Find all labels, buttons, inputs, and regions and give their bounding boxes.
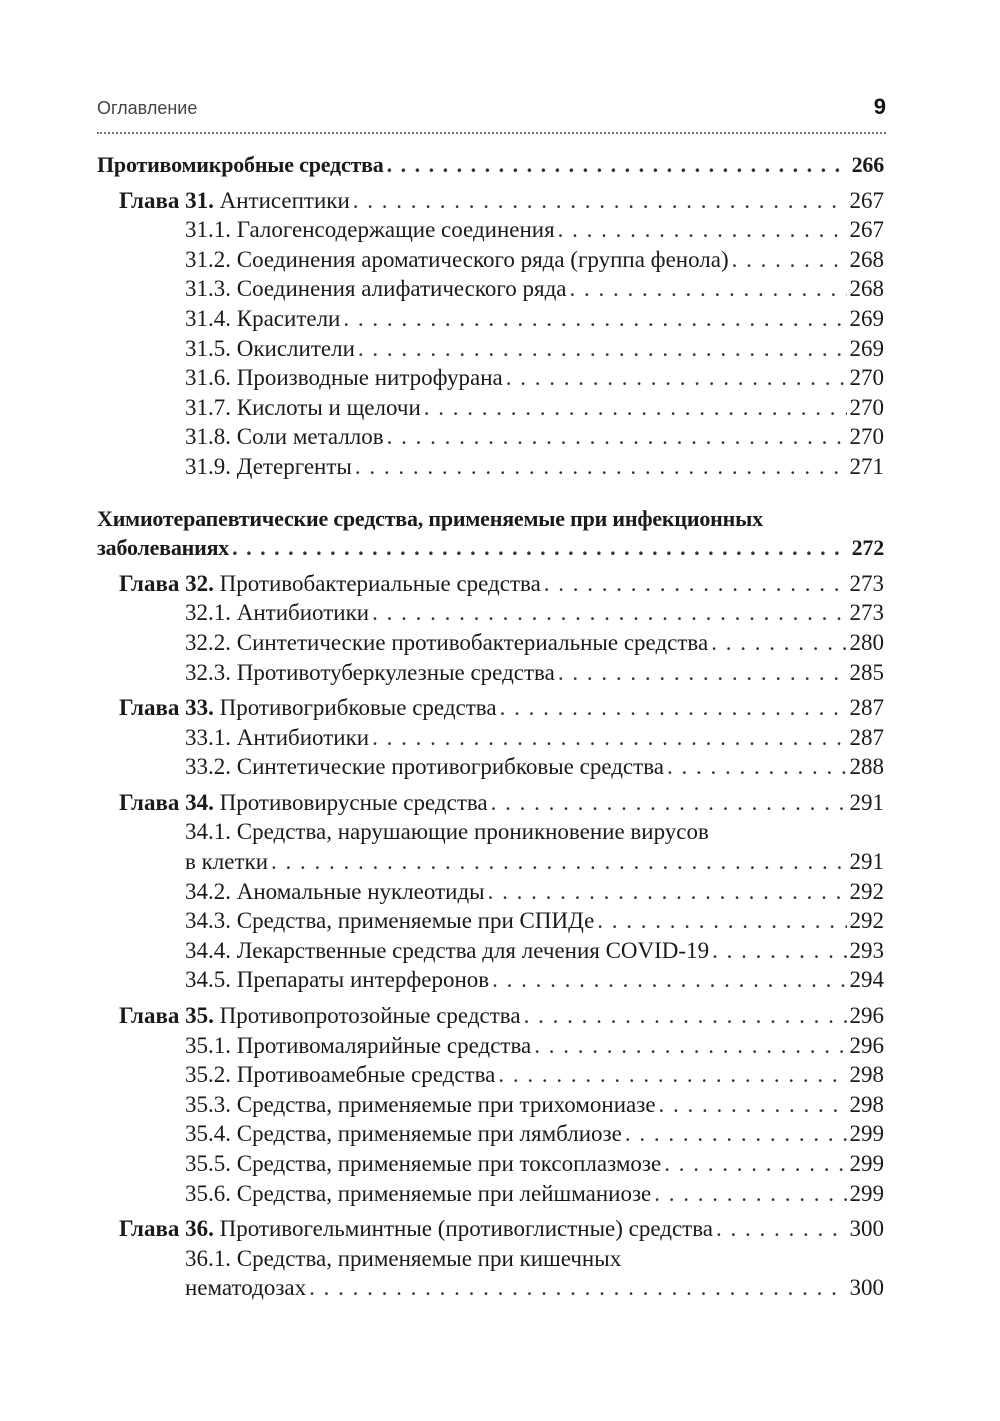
- entry-title-continued: в клетки: [185, 849, 269, 875]
- dot-leader: [500, 693, 847, 723]
- entry-page: 267: [849, 217, 884, 243]
- toc-entry[interactable]: [185, 1149, 884, 1179]
- toc-entry[interactable]: [185, 1090, 884, 1120]
- entry-title: Детергенты: [236, 453, 352, 479]
- entry-number: 35.5.: [185, 1151, 231, 1176]
- entry-page: 293: [849, 937, 884, 963]
- entry-title: Средства, применяемые при трихомониазе: [236, 1091, 656, 1117]
- dot-leader: [664, 1149, 846, 1179]
- entry-number: 31.8.: [185, 424, 231, 450]
- entry-title: Кислоты и щелочи: [236, 394, 421, 420]
- dot-leader: [506, 363, 847, 393]
- entry-number: 34.4.: [185, 937, 231, 963]
- entry-title: Соли металлов: [236, 424, 384, 450]
- toc-entry-first-line[interactable]: [185, 1244, 884, 1274]
- toc-chapter: [119, 788, 884, 995]
- entry-number: 34.2.: [185, 878, 231, 904]
- entry-page: 296: [849, 1032, 884, 1058]
- toc-entry[interactable]: [185, 1179, 884, 1209]
- entry-number: 32.3.: [185, 659, 231, 685]
- chapter-page: 300: [849, 1216, 884, 1242]
- entry-number: 31.5.: [185, 335, 231, 361]
- entry-page: 269: [849, 305, 884, 331]
- entry-title: Окислители: [236, 335, 355, 361]
- entry-title: Галогенсодержащие соединения: [236, 217, 555, 243]
- entry-number: 31.9.: [185, 453, 231, 479]
- entry-page: 298: [849, 1091, 884, 1117]
- chapter-title: Противовирусные средства: [219, 789, 488, 815]
- chapter-title: Противогрибковые средства: [219, 695, 497, 721]
- entry-page: 300: [849, 1275, 884, 1301]
- dot-leader: [424, 393, 847, 423]
- toc-entry[interactable]: [185, 965, 884, 995]
- entry-number: 34.3.: [185, 908, 231, 934]
- chapter-title: Противопротозойные средства: [219, 1003, 521, 1029]
- entry-page: 291: [849, 849, 884, 875]
- entry-page: 269: [849, 335, 884, 361]
- toc-entry[interactable]: [185, 215, 884, 245]
- chapter-heading[interactable]: [119, 1001, 884, 1031]
- chapter-title: Противогельминтные (противоглистные) средства: [219, 1216, 714, 1242]
- entry-page: 268: [849, 246, 884, 272]
- toc-section: [97, 150, 884, 482]
- dot-leader: [498, 1060, 846, 1090]
- dot-leader: [343, 304, 846, 334]
- toc-entry[interactable]: [185, 847, 884, 877]
- toc-section: [97, 504, 884, 1303]
- entry-title: Противомалярийные средства: [236, 1032, 532, 1058]
- entry-page: 270: [849, 365, 884, 391]
- dot-leader: [558, 658, 847, 688]
- entry-title: Средства, применяемые при токсоплазмозе: [236, 1151, 662, 1176]
- entry-title: Красители: [236, 305, 341, 331]
- dot-leader: [355, 452, 847, 482]
- dot-leader: [732, 245, 847, 275]
- section-title: заболеваниях: [97, 535, 230, 561]
- entry-number: 35.2.: [185, 1062, 231, 1088]
- entry-page: 299: [849, 1121, 884, 1147]
- chapter-heading[interactable]: [119, 186, 884, 216]
- entry-number: 34.1.: [185, 819, 231, 845]
- entry-title: Средства, применяемые при лямблиозе: [236, 1121, 622, 1147]
- toc-entry[interactable]: [185, 452, 884, 482]
- entry-page: 299: [849, 1180, 884, 1206]
- dot-leader: [309, 1273, 846, 1303]
- entry-number: 31.2.: [185, 246, 231, 272]
- entry-number: 34.5.: [185, 967, 231, 993]
- chapter-page: 287: [849, 695, 884, 721]
- dot-leader: [372, 723, 846, 753]
- entry-title: Соединения алифатического ряда: [236, 276, 567, 302]
- dot-leader: [544, 569, 847, 599]
- entry-title: Средства, нарушающие проникновение вирусов: [236, 819, 709, 845]
- dot-leader: [625, 1119, 847, 1149]
- toc-entry[interactable]: [185, 752, 884, 782]
- dot-leader: [232, 533, 848, 563]
- toc-entry[interactable]: [185, 245, 884, 275]
- chapter-title: Антисептики: [219, 187, 350, 213]
- entry-number: 35.3.: [185, 1091, 231, 1117]
- toc-chapter: [119, 186, 884, 482]
- entry-page: 280: [849, 629, 884, 655]
- running-header-title: Оглавление: [97, 98, 198, 118]
- entry-title: Противотуберкулезные средства: [236, 659, 555, 685]
- entry-title: Лекарственные средства для лечения COVID-19: [236, 937, 710, 963]
- entry-title-continued: нематодозах: [185, 1275, 307, 1301]
- entry-number: 35.6.: [185, 1180, 231, 1206]
- entry-number: 31.7.: [185, 394, 231, 420]
- entry-page: 292: [849, 878, 884, 904]
- toc-entry[interactable]: [185, 906, 884, 936]
- dot-leader: [488, 877, 847, 907]
- entry-title: Синтетические противогрибковые средства: [236, 754, 664, 780]
- chapter-label: Глава 34.: [119, 789, 214, 815]
- section-title-line: Химиотерапевтические средства, применяемые при инфекционных: [97, 505, 763, 531]
- entry-page: 270: [849, 424, 884, 450]
- dot-leader: [387, 150, 849, 180]
- dot-leader: [387, 422, 847, 452]
- toc-chapter: [119, 693, 884, 782]
- dot-leader: [570, 274, 847, 304]
- dot-leader: [654, 1179, 846, 1209]
- entry-number: 36.1.: [185, 1245, 231, 1271]
- entry-page: 287: [849, 724, 884, 750]
- section-title: Противомикробные средства: [97, 152, 384, 177]
- entry-title: Антибиотики: [236, 600, 370, 626]
- dot-leader: [524, 1001, 847, 1031]
- toc-entry[interactable]: [185, 1031, 884, 1061]
- entry-number: 31.4.: [185, 305, 231, 331]
- entry-number: 31.3.: [185, 276, 231, 302]
- dot-leader: [358, 334, 847, 364]
- dot-leader: [353, 186, 847, 216]
- entry-page: 294: [849, 967, 884, 993]
- dot-leader: [711, 628, 846, 658]
- dot-leader: [597, 906, 846, 936]
- toc-entry[interactable]: [185, 1273, 884, 1303]
- chapter-label: Глава 32.: [119, 570, 214, 596]
- section-page: 272: [851, 535, 884, 561]
- entry-number: 33.1.: [185, 724, 231, 750]
- toc-entry[interactable]: [185, 1060, 884, 1090]
- toc-entry[interactable]: [185, 1119, 884, 1149]
- entry-number: 31.1.: [185, 217, 231, 243]
- dot-leader: [492, 965, 846, 995]
- entry-page: 268: [849, 276, 884, 302]
- toc-entry[interactable]: [185, 304, 884, 334]
- entry-page: 292: [849, 908, 884, 934]
- toc-entry-first-line[interactable]: [185, 817, 884, 847]
- dot-leader: [667, 752, 847, 782]
- entry-number: 32.2.: [185, 629, 231, 655]
- dot-leader: [372, 598, 846, 628]
- toc-entry[interactable]: [185, 363, 884, 393]
- table-of-contents: [97, 150, 884, 1325]
- entry-title: Средства, применяемые при лейшманиозе: [236, 1180, 652, 1206]
- toc-chapter: [119, 1214, 884, 1303]
- chapter-title: Противобактериальные средства: [219, 570, 541, 596]
- entry-number: 32.1.: [185, 600, 231, 626]
- dot-leader: [716, 1214, 846, 1244]
- chapter-page: 267: [849, 187, 884, 213]
- chapter-page: 296: [849, 1003, 884, 1029]
- toc-entry[interactable]: [185, 877, 884, 907]
- toc-entry[interactable]: [185, 598, 884, 628]
- entry-title: Средства, применяемые при СПИДе: [236, 908, 595, 934]
- dot-leader: [271, 847, 846, 877]
- toc-chapter: [119, 1001, 884, 1208]
- section-heading[interactable]: [97, 150, 884, 180]
- dot-leader: [659, 1090, 847, 1120]
- chapter-label: Глава 36.: [119, 1216, 214, 1242]
- running-header: [97, 92, 886, 134]
- entry-page: 271: [849, 453, 884, 479]
- chapter-label: Глава 31.: [119, 187, 214, 213]
- entry-number: 35.1.: [185, 1032, 231, 1058]
- toc-chapter: [119, 569, 884, 687]
- entry-title: Аномальные нуклеотиды: [236, 878, 485, 904]
- entry-page: 288: [849, 754, 884, 780]
- chapter-label: Глава 35.: [119, 1003, 214, 1029]
- entry-page: 299: [849, 1151, 884, 1176]
- toc-entry[interactable]: [185, 658, 884, 688]
- chapter-heading[interactable]: [119, 569, 884, 599]
- toc-entry[interactable]: [185, 334, 884, 364]
- entry-number: 31.6.: [185, 365, 231, 391]
- dot-leader: [534, 1031, 846, 1061]
- toc-entry[interactable]: [185, 936, 884, 966]
- chapter-heading[interactable]: [119, 788, 884, 818]
- entry-title: Соединения ароматического ряда (группа фенола): [236, 246, 729, 272]
- toc-entry[interactable]: [185, 422, 884, 452]
- entry-title: Препараты интерферонов: [236, 967, 490, 993]
- chapter-heading[interactable]: [119, 1214, 884, 1244]
- entry-page: 273: [849, 600, 884, 626]
- dot-leader: [712, 936, 846, 966]
- section-page: 266: [851, 152, 884, 177]
- toc-entry[interactable]: [185, 723, 884, 753]
- toc-entry[interactable]: [185, 393, 884, 423]
- entry-page: 298: [849, 1062, 884, 1088]
- entry-title: Производные нитрофурана: [236, 365, 503, 391]
- entry-title: Противоамебные средства: [236, 1062, 496, 1088]
- dot-leader: [491, 788, 847, 818]
- entry-title: Антибиотики: [236, 724, 370, 750]
- chapter-page: 291: [849, 789, 884, 815]
- entry-page: 270: [849, 394, 884, 420]
- page-number: 9: [873, 94, 886, 119]
- entry-title: Синтетические противобактериальные средства: [236, 629, 709, 655]
- chapter-heading[interactable]: [119, 693, 884, 723]
- toc-entry[interactable]: [185, 274, 884, 304]
- chapter-label: Глава 33.: [119, 695, 214, 721]
- entry-title: Средства, применяемые при кишечных: [236, 1245, 622, 1271]
- entry-number: 33.2.: [185, 754, 231, 780]
- toc-entry[interactable]: [185, 628, 884, 658]
- entry-page: 285: [849, 659, 884, 685]
- dot-leader: [558, 215, 847, 245]
- section-heading[interactable]: [97, 533, 884, 563]
- chapter-page: 273: [849, 570, 884, 596]
- entry-number: 35.4.: [185, 1121, 231, 1147]
